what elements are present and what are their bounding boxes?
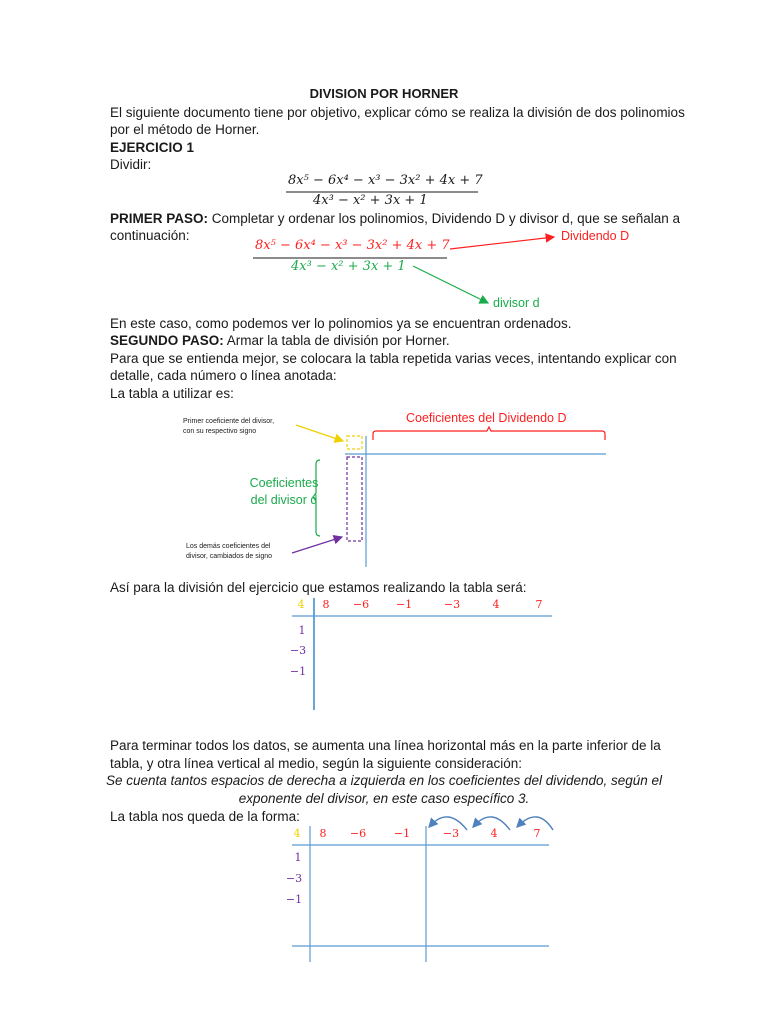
table-exercise-intro: Así para la división del ejercicio que estamos realizando la tabla será: [110,580,527,595]
explain-line-1: Para que se entienda mejor, se colocara la tabla repetida varias veces, intentando explicar con [110,351,677,366]
page-title: DIVISION POR HORNER [309,86,459,101]
t1-dividend-5: 7 [535,598,543,611]
first-coef-box [347,436,362,449]
first-coef-label-2: con su respectivo signo [183,428,257,435]
t2-dividend-0: 8 [319,827,327,840]
explain-line-2: detalle, cada número o línea anotada: [110,368,337,383]
dividend-coefs-label: Coeficientes del Dividendo D [406,411,567,425]
divisor-polynomial: 4x³ − x² + 3x + 1 [291,259,406,274]
dividend-brace [373,427,605,440]
italic-line-2: exponente del divisor, en este caso específico 3. [238,791,530,806]
t1-divisor-0: 1 [298,624,306,637]
t1-dividend-0: 8 [322,598,330,611]
t2-divisor-0: 1 [294,851,302,864]
other-coefs-label-2: divisor, cambiados de signo [186,553,272,560]
final-line-2: tabla, y otra línea vertical al medio, según la siguiente consideración: [110,756,522,771]
t2-divisor-1: −3 [285,872,303,885]
t2-dividend-2: −1 [393,827,411,840]
t1-divisor-2: −1 [289,665,307,678]
step2-text: Armar la tabla de división por Horner. [223,333,450,348]
divisor-label: divisor d [493,296,540,310]
count-arc-2 [474,817,510,830]
other-coefs-box [347,457,362,541]
intro-line-2: por el método de Horner. [110,122,260,137]
t2-dividend-5: 7 [533,827,541,840]
final-line-1: Para terminar todos los datos, se aumenta una línea horizontal más en la parte inferior de la [110,738,661,753]
italic-line-1: Se cuenta tantos espacios de derecha a izquierda en los coeficientes del dividendo, según el [105,773,663,788]
table-final-intro: La tabla nos queda de la forma: [110,809,300,824]
step1-text: Completar y ordenar los polinomios, Dividendo D y divisor d, que se señalan a [208,211,681,226]
table-intro: La tabla a utilizar es: [110,386,234,401]
t2-dividend-3: −3 [442,827,460,840]
first-coef-arrow [296,425,343,441]
t1-divisor-1: −3 [289,644,307,657]
other-coefs-label-1: Los demás coeficientes del [186,543,271,550]
t2-dividend-1: −6 [349,827,367,840]
dividend-arrow [450,237,554,249]
ordered-text: En este caso, como podemos ver lo polinomios ya se encuentran ordenados. [110,316,572,331]
t2-divisor-2: −1 [285,893,303,906]
exercise-heading: EJERCICIO 1 [110,140,195,155]
t2-first-divisor: 4 [293,827,301,840]
numerator: 8x⁵ − 6x⁴ − x³ − 3x² + 4x + 7 [288,173,483,188]
other-coefs-arrow [292,537,342,553]
t1-dividend-4: 4 [492,598,500,611]
t1-dividend-3: −3 [443,598,461,611]
t1-dividend-2: −1 [395,598,413,611]
count-arc-1 [518,817,553,830]
dividend-polynomial: 8x⁵ − 6x⁴ − x³ − 3x² + 4x + 7 [255,238,450,253]
t1-dividend-1: −6 [352,598,370,611]
divisor-arrow [413,266,488,303]
t1-first-divisor: 4 [297,598,305,611]
step1-text-2: continuación: [110,228,190,243]
divisor-coefs-label-1: Coeficientes [249,476,319,490]
divisor-coefs-label-2: del divisor d [250,493,318,507]
denominator: 4x³ − x² + 3x + 1 [313,193,428,208]
step1-label: PRIMER PASO: [110,211,209,226]
dividend-label: Dividendo D [561,229,630,243]
step2-label: SEGUNDO PASO: [110,333,224,348]
intro-line-1: El siguiente documento tiene por objetivo, explicar cómo se realiza la división de dos polinomios [110,105,685,120]
first-coef-label-1: Primer coeficiente del divisor, [183,418,275,425]
count-arc-3 [430,817,467,830]
divisor-brace [313,460,320,536]
t2-dividend-4: 4 [490,827,498,840]
divide-label: Dividir: [110,157,152,172]
